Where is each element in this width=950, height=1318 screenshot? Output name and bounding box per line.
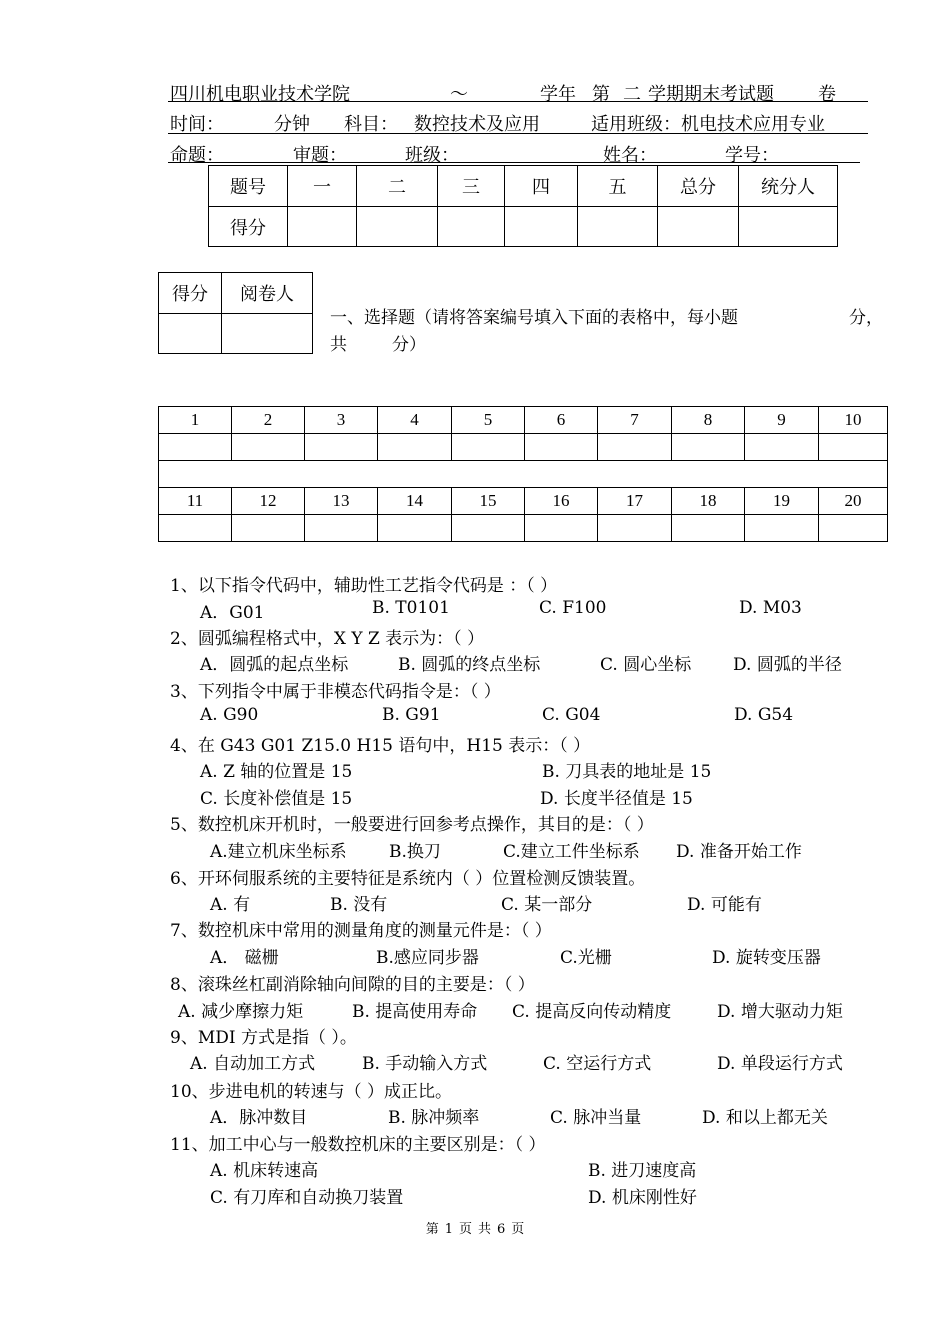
answer-entry-cell[interactable]: [598, 515, 672, 542]
question-stem: 9、MDI 方式是指（ ）。: [170, 1028, 357, 1048]
answer-entry-cell[interactable]: [525, 434, 598, 461]
score-header-cell: 三: [438, 166, 505, 207]
score-header-cell: 五: [578, 166, 658, 207]
score-header-cell: 统分人: [739, 166, 838, 207]
option-c: C. F100: [539, 598, 607, 618]
option-c: C. 某一部分: [501, 895, 593, 915]
option-d: D. M03: [739, 598, 802, 618]
option-d: D. 和以上都无关: [702, 1108, 828, 1128]
option-b: B.感应同步器: [376, 948, 479, 968]
option-a: A. Z 轴的位置是 15: [200, 762, 353, 782]
question-stem: 3、下列指令中属于非模态代码指令是：（ ）: [170, 682, 501, 702]
footer-page-prefix: 第: [425, 1222, 439, 1237]
option-b: B. 手动输入方式: [362, 1054, 488, 1074]
option-d: D. 可能有: [687, 895, 762, 915]
answer-entry-cell[interactable]: [452, 434, 525, 461]
time-label: 时间：: [170, 114, 224, 135]
class-scope: 适用班级：机电技术应用专业: [591, 114, 825, 135]
grader-name-cell[interactable]: [222, 314, 313, 354]
option-c: C.建立工件坐标系: [503, 842, 640, 862]
score-header-cell: 一: [288, 166, 357, 207]
name-label: 姓名：: [603, 145, 657, 166]
footer-page-suffix: 页: [458, 1222, 472, 1237]
school-name: 四川机电职业技术学院: [170, 84, 350, 105]
answer-grid: [158, 406, 888, 542]
option-b: B. G91: [382, 705, 441, 725]
answer-entry-cell[interactable]: [378, 434, 452, 461]
footer-total-number: 6: [497, 1222, 506, 1237]
option-c: C. 圆心坐标: [600, 655, 692, 675]
answer-entry-cell[interactable]: [378, 515, 452, 542]
option-b: B. 提高使用寿命: [352, 1002, 478, 1022]
option-d: D. 长度半径值是 15: [540, 789, 693, 809]
year-label: 学年: [540, 84, 576, 105]
question-stem: 5、数控机床开机时，一般要进行回参考点操作，其目的是：（ ）: [170, 815, 654, 835]
page-footer: [0, 1218, 950, 1237]
subject-name: 数控技术及应用: [414, 114, 540, 135]
paper-version: 卷: [818, 84, 836, 105]
option-a: A.建立机床坐标系: [210, 842, 347, 862]
option-a: A． 磁栅: [210, 948, 279, 968]
score-summary-table: [208, 165, 838, 247]
option-d: D. 准备开始工作: [676, 842, 802, 862]
option-d: D. 单段运行方式: [717, 1054, 843, 1074]
answer-number-cell: 18: [672, 488, 745, 515]
grader-score-label: 得分: [159, 273, 222, 314]
semester-prefix: 第: [592, 84, 610, 105]
answer-number-cell: 3: [305, 407, 378, 434]
footer-total-suffix: 页: [511, 1222, 525, 1237]
question-stem: 2、圆弧编程格式中，X Y Z 表示为：（ ）: [170, 629, 485, 649]
year-separator: ～: [450, 84, 468, 105]
answer-number-cell: 14: [378, 488, 452, 515]
answer-entry-cell[interactable]: [452, 515, 525, 542]
score-entry-cell[interactable]: [288, 207, 357, 247]
answer-number-cell: 17: [598, 488, 672, 515]
option-a: A. 机床转速高: [210, 1161, 319, 1181]
answer-entry-cell[interactable]: [672, 515, 745, 542]
answer-entry-cell[interactable]: [232, 434, 305, 461]
answer-entry-cell[interactable]: [525, 515, 598, 542]
option-b: B. 脉冲频率: [388, 1108, 480, 1128]
score-entry-cell[interactable]: [739, 207, 838, 247]
answer-number-cell: 16: [525, 488, 598, 515]
score-entry-cell[interactable]: [357, 207, 438, 247]
score-header-cell: 四: [505, 166, 578, 207]
question-stem: 10、步进电机的转速与（ ）成正比。: [170, 1082, 453, 1102]
question-stem: 11、加工中心与一般数控机床的主要区别是：（ ）: [170, 1135, 546, 1155]
answer-entry-cell[interactable]: [819, 515, 888, 542]
footer-total-prefix: 共: [478, 1222, 492, 1237]
question-stem: 7、数控机床中常用的测量角度的测量元件是：（ ）: [170, 921, 552, 941]
answer-entry-cell[interactable]: [159, 515, 232, 542]
answer-number-cell: 10: [819, 407, 888, 434]
minutes-label: 分钟: [274, 114, 310, 135]
answer-entry-cell[interactable]: [305, 515, 378, 542]
option-a: A．脉冲数目: [210, 1108, 308, 1128]
author-label: 命题：: [170, 145, 224, 166]
option-c: C.光栅: [560, 948, 612, 968]
grader-box: [158, 272, 313, 354]
option-c: C. G04: [542, 705, 601, 725]
answer-number-cell: 20: [819, 488, 888, 515]
answer-entry-cell[interactable]: [745, 515, 819, 542]
option-b: B. T0101: [372, 598, 450, 618]
answer-number-cell: 7: [598, 407, 672, 434]
score-header-cell: 题号: [209, 166, 288, 207]
section-total-unit: 分）: [392, 335, 426, 355]
grader-name-label: 阅卷人: [222, 273, 313, 314]
score-entry-cell[interactable]: [438, 207, 505, 247]
answer-number-cell: 8: [672, 407, 745, 434]
option-c: C. 有刀库和自动换刀装置: [210, 1188, 404, 1208]
option-a: A. 减少摩擦力矩: [178, 1002, 304, 1022]
option-c: C. 空运行方式: [543, 1054, 652, 1074]
header-rule-3: [168, 162, 860, 163]
option-c: C. 脉冲当量: [550, 1108, 642, 1128]
answer-number-cell: 13: [305, 488, 378, 515]
option-b: B. 圆弧的终点坐标: [398, 655, 541, 675]
option-a: A．G01: [200, 603, 265, 623]
section-title-text: 一、选择题（请将答案编号填入下面的表格中，每小题: [330, 308, 738, 328]
option-a: A. 有: [210, 895, 251, 915]
answer-number-cell: 11: [159, 488, 232, 515]
subject-label: 科目：: [344, 114, 398, 135]
answer-number-cell: 5: [452, 407, 525, 434]
answer-number-cell: 2: [232, 407, 305, 434]
option-d: D. 增大驱动力矩: [717, 1002, 843, 1022]
option-d: D. 圆弧的半径: [733, 655, 842, 675]
student-id-label: 学号：: [725, 145, 779, 166]
score-entry-cell[interactable]: [505, 207, 578, 247]
question-stem: 6、开环伺服系统的主要特征是系统内（ ）位置检测反馈装置。: [170, 869, 646, 889]
score-entry-cell[interactable]: [578, 207, 658, 247]
answer-number-cell: 4: [378, 407, 452, 434]
header-rule-1: [168, 101, 868, 102]
semester-number: 二: [623, 84, 641, 105]
reviewer-label: 审题：: [293, 145, 347, 166]
answer-entry-cell[interactable]: [672, 434, 745, 461]
score-entry-cell[interactable]: [658, 207, 739, 247]
option-b: B. 刀具表的地址是 15: [542, 762, 712, 782]
score-row-label: 得分: [209, 207, 288, 247]
footer-page-number: 1: [444, 1222, 453, 1237]
question-stem: 4、在 G43 G01 Z15.0 H15 语句中，H15 表示：（ ）: [170, 736, 591, 756]
answer-grid-spacer: [159, 461, 888, 488]
option-a: A. 自动加工方式: [190, 1054, 316, 1074]
question-stem: 1、以下指令代码中，辅助性工艺指令代码是 ：（ ）: [170, 576, 558, 596]
question-stem: 8、滚珠丝杠副消除轴向间隙的目的主要是：（ ）: [170, 975, 535, 995]
exam-type: 学期期末考试题: [648, 84, 774, 105]
answer-number-cell: 9: [745, 407, 819, 434]
score-header-cell: 二: [357, 166, 438, 207]
answer-number-cell: 15: [452, 488, 525, 515]
answer-entry-cell[interactable]: [305, 434, 378, 461]
answer-entry-cell[interactable]: [745, 434, 819, 461]
answer-number-cell: 19: [745, 488, 819, 515]
option-b: B. 没有: [330, 895, 388, 915]
option-c: C. 提高反向传动精度: [512, 1002, 672, 1022]
grader-score-cell[interactable]: [159, 314, 222, 354]
answer-entry-cell[interactable]: [819, 434, 888, 461]
option-d: D. G54: [734, 705, 794, 725]
option-d: D. 机床刚性好: [588, 1188, 697, 1208]
class-label: 班级：: [405, 145, 459, 166]
answer-number-cell: 6: [525, 407, 598, 434]
option-b: B. 进刀速度高: [588, 1161, 697, 1181]
option-d: D. 旋转变压器: [712, 948, 821, 968]
option-c: C. 长度补偿值是 15: [200, 789, 353, 809]
score-header-cell: 总分: [658, 166, 739, 207]
answer-number-cell: 12: [232, 488, 305, 515]
answer-entry-cell[interactable]: [598, 434, 672, 461]
option-a: A. G90: [200, 705, 259, 725]
answer-entry-cell[interactable]: [159, 434, 232, 461]
header-rule-2: [168, 133, 868, 134]
answer-number-cell: 1: [159, 407, 232, 434]
option-b: B.换刀: [389, 842, 441, 862]
answer-entry-cell[interactable]: [232, 515, 305, 542]
option-a: A．圆弧的起点坐标: [200, 655, 349, 675]
section-title-unit: 分，: [849, 308, 883, 328]
section-total-label: 共: [330, 335, 347, 355]
